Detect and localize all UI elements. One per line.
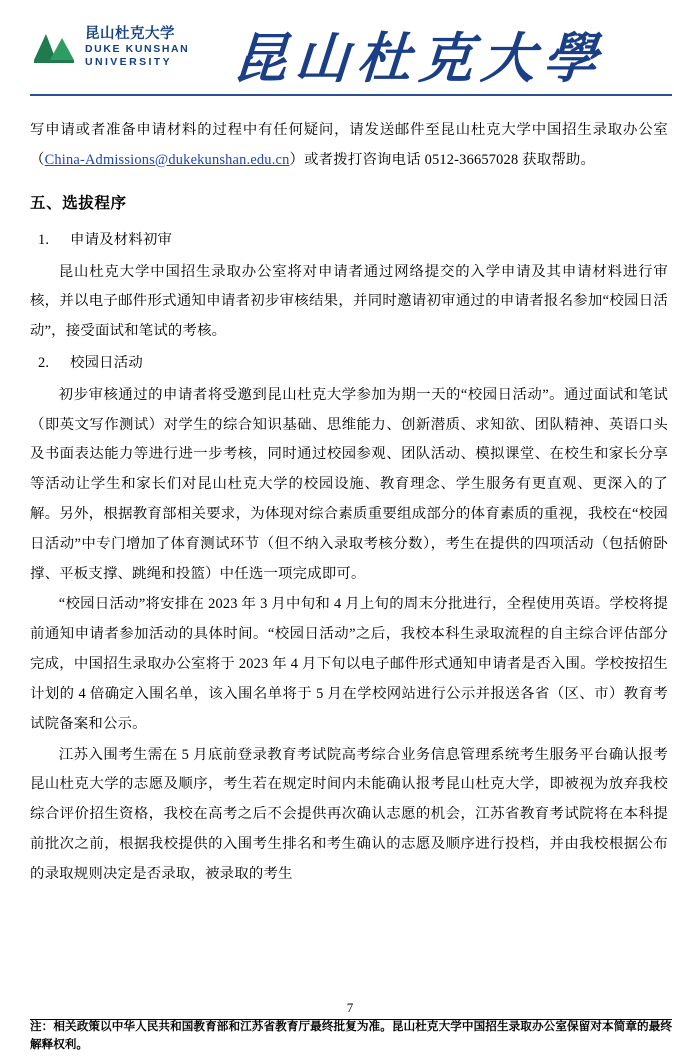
admissions-email-link[interactable]: China-Admissions@dukekunshan.edu.cn — [44, 151, 290, 168]
paragraph-campus-day-detail: 初步审核通过的申请者将受邀到昆山杜克大学参加为期一天的“校园日活动”。通过面试和笔试（即英文写作测试）对学生的综合知识基础、思维能力、创新潜质、求知欲、团队精神、英语口头及书面表达能力等进行进一步考核，同时通过校园参观、团队活动、模拟课堂、在校生和家长分享等活动让学生和家长们对昆山杜克大学的校园设施、教育理念、学生服务有更直观、更深入的了解。另外，根据教育部相关要求，为体现对综合素质重要组成部分的体育素质的重视，我校在“校园日活动”中专门增加了体育测试环节（但不纳入录取考核分数），考生在提供的四项活动（包括俯卧撑、平板支撑、跳绳和投篮）中任选一项完成即可。 — [30, 386, 668, 582]
list-item-label: 校园日活动 — [70, 354, 143, 371]
list-item-number: 2. — [38, 354, 50, 371]
contact-paragraph — [30, 116, 668, 176]
paragraph-application-review: 昆山杜克大学中国招生录取办公室将对申请者通过网络提交的入学申请及其申请材料进行审核，并以电子邮件形式通知申请者初步审核结果，并同时邀请初审通过的申请者报名参加“校园日活动”，接受面试和笔试的考核。 — [30, 263, 668, 340]
logo-chinese-name: 昆山杜克大学 — [85, 26, 175, 43]
logo-english-line2: UNIVERSITY — [85, 55, 173, 68]
footer-note: 注：相关政策以中华人民共和国教育部和江苏省教育厅最终批复为准。昆山杜克大学中国招生录取办公室保留对本简章的最终解释权利。 — [30, 1020, 672, 1052]
university-logo — [32, 26, 189, 68]
page-header — [0, 0, 700, 100]
list-item-number: 1. — [38, 231, 50, 248]
logo-english-line1: DUKE KUNSHAN — [85, 43, 190, 56]
list-item — [30, 226, 668, 256]
header-divider — [30, 94, 672, 96]
list-item — [30, 349, 668, 379]
document-body — [0, 100, 700, 890]
page-number: 7 — [346, 1000, 354, 1015]
mountain-logo-icon — [32, 26, 76, 68]
brush-calligraphy-title: 昆山杜克大學 — [231, 29, 608, 89]
paragraph-campus-day-schedule: “校园日活动”将安排在 2023 年 3 月中旬和 4 月上旬的周末分批进行，全程使用英语。学校将提前通知申请者参加活动的具体时间。“校园日活动”之后，我校本科生录取流程的自主综合评估部分完成，中国招生录取办公室将于 2023 年 4 月下旬以电子邮件形式通知申请者是否入围。学校按招生计划的 4 倍确定入围名单，该入围名单将于 5 月在学校网站进行公示并报送各省（区、市）教育考试院备案和公示。 — [30, 596, 668, 732]
contact-lead-text: 写申请或者准备申请材料的过程中有任何疑问，请发送邮件至昆山杜克大学中国招生录取办公室（ — [30, 122, 668, 168]
contact-tail-text: ）或者拨打咨询电话 0512-36657028 获取帮助。 — [289, 151, 596, 168]
paragraph-jiangsu-candidates: 江苏入围考生需在 5 月底前登录教育考试院高考综合业务信息管理系统考生服务平台确认报考昆山杜克大学的志愿及顺序，考生若在规定时间内未能确认报考昆山杜克大学，即被视为放弃我校综合评价招生资格，我校在高考之后不会提供再次确认志愿的机会，江苏省教育考试院将在本科提前批次之前，根据我校提供的入围考生排名和考生确认的志愿及顺序进行投档，并由我校根据公布的录取规则决定是否录取，被录取的考生 — [30, 746, 668, 882]
section-heading-selection-process: 五、选拔程序 — [30, 194, 127, 212]
list-item-label: 申请及材料初审 — [70, 231, 173, 248]
